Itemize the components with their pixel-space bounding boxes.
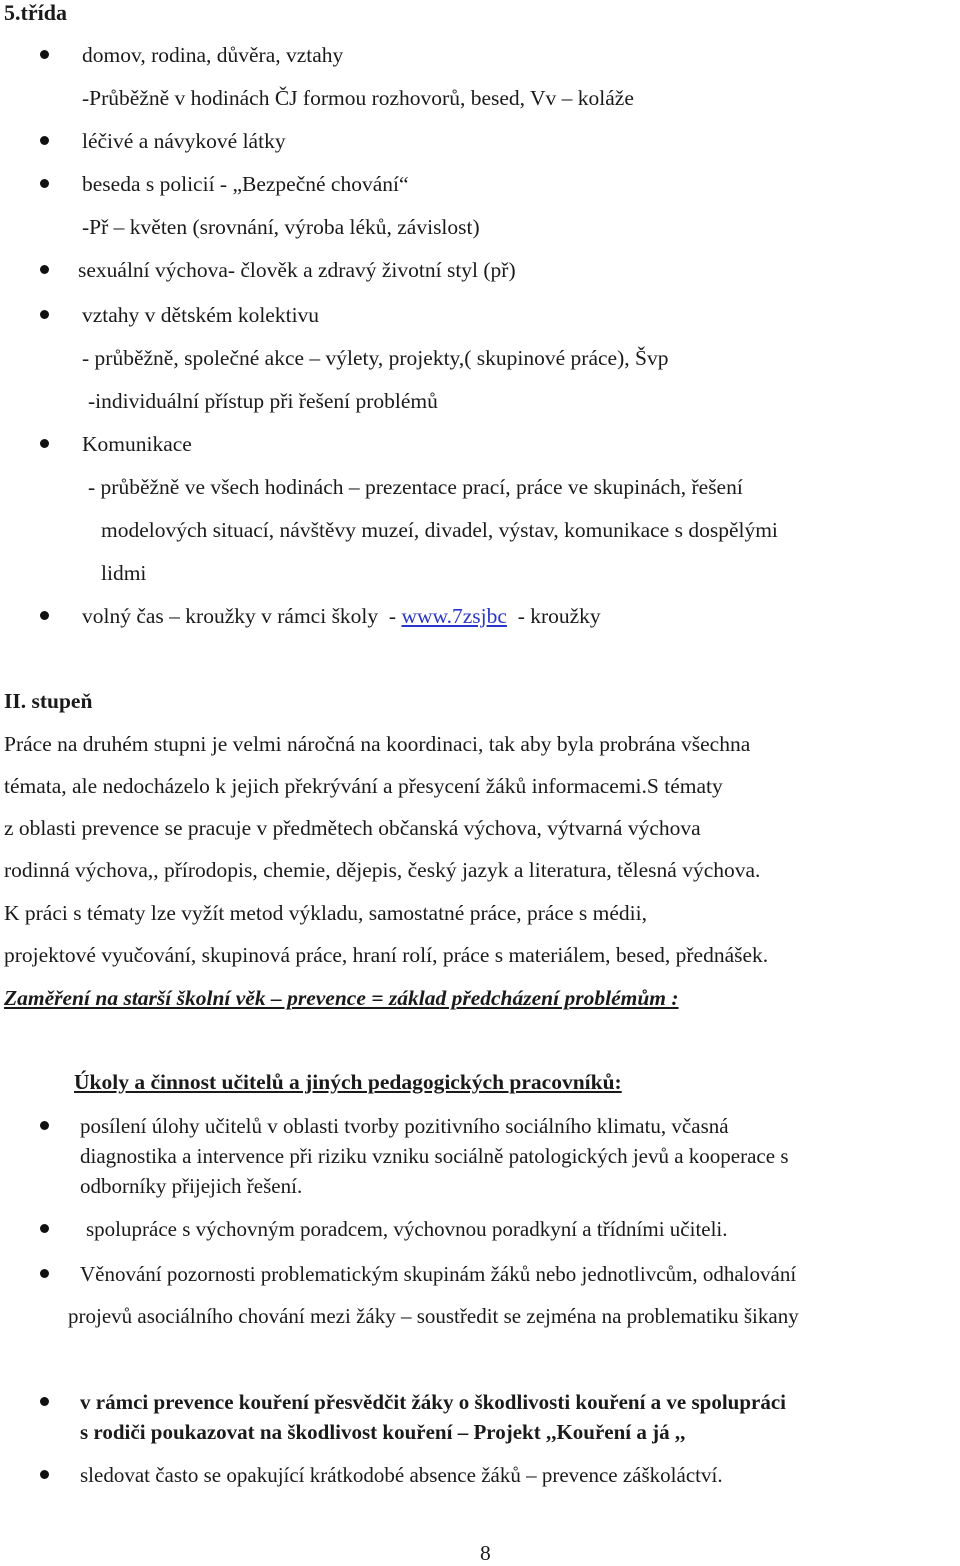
list-item [82,603,601,629]
list-item: sexuální výchova- člověk a zdravý životní styl (př) [78,258,516,282]
task-line: spolupráce s výchovným poradcem, výchovnou poradkyní a třídními učiteli. [86,1217,728,1241]
bullet-dot [40,50,49,59]
list-item-note: lidmi [101,561,147,585]
bullet-dot [40,265,49,274]
paragraph-line: témata, ale nedocházelo k jejich překrývání a přesycení žáků informacemi.S tématy [4,774,723,798]
list-item-note: - průběžně ve všech hodinách – prezentace prací, práce ve skupinách, řešení [88,475,743,499]
list-item: domov, rodina, důvěra, vztahy [82,43,344,67]
list-item: vztahy v dětském kolektivu [82,303,320,327]
paragraph-line: K práci s tématy lze vyžít metod výkladu, samostatné práce, práce s médii, [4,901,647,925]
section-title: 5.třída [4,0,67,25]
bullet-dot [40,136,49,145]
bullet-dot [40,1470,49,1479]
bullet-dot [40,1224,49,1233]
list-item: Komunikace [82,432,192,456]
list-item-note: - průběžně, společné akce – výlety, projekty,( skupinové práce), Švp [82,346,669,370]
bullet-dot [40,1397,49,1406]
list-item-text: volný čas – kroužky v rámci školy - [82,604,402,628]
bullet-dot [40,1121,49,1130]
task-line: posílení úlohy učitelů v oblasti tvorby pozitivního sociálního klimatu, včasná [80,1114,729,1138]
bullet-dot [40,439,49,448]
paragraph-line: rodinná výchova,, přírodopis, chemie, dějepis, český jazyk a literatura, tělesná výchova. [4,858,761,882]
task-line: odborníky přijejich řešení. [80,1174,303,1198]
list-item-note: -Průběžně v hodinách ČJ formou rozhovorů, besed, Vv – koláže [82,86,634,110]
task-line: v rámci prevence kouření přesvědčit žáky o škodlivosti kouření a ve spolupráci [80,1390,787,1414]
list-item-note: -individuální přístup při řešení problémů [88,389,438,413]
list-item-note: modelových situací, návštěvy muzeí, divadel, výstav, komunikace s dospělými [101,518,778,542]
paragraph-line: projektové vyučování, skupinová práce, hraní rolí, práce s materiálem, besed, přednášek. [4,943,769,967]
task-line: diagnostika a intervence při riziku vzniku sociálně patologických jevů a kooperace s [80,1144,789,1168]
page-number: 8 [480,1541,491,1565]
bullet-dot [40,179,49,188]
section-heading: II. stupeň [4,689,93,713]
focus-statement: Zaměření na starší školní věk – prevence = základ předcházení problémům : [4,986,679,1010]
school-link[interactable]: www.7zsjbc [401,604,507,628]
list-item: beseda s policií - „Bezpečné chování“ [82,172,409,196]
task-line: projevů asociálního chování mezi žáky – soustředit se zejména na problematiku šikany [68,1304,799,1328]
task-line: Věnování pozornosti problematickým skupinám žáků nebo jednotlivcům, odhalování [80,1262,797,1286]
task-line: s rodiči poukazovat na škodlivost kouření – Projekt ,,Kouření a já ,, [80,1420,686,1444]
bullet-dot [40,310,49,319]
bullet-dot [40,1269,49,1278]
bullet-dot [40,611,49,620]
tasks-heading: Úkoly a činnost učitelů a jiných pedagogických pracovníků: [74,1070,622,1094]
list-item-note: -Př – květen (srovnání, výroba léků, závislost) [82,215,480,239]
paragraph-line: z oblasti prevence se pracuje v předmětech občanská výchova, výtvarná výchova [4,816,701,840]
paragraph-line: Práce na druhém stupni je velmi náročná na koordinaci, tak aby byla probrána všechna [4,732,751,756]
list-item-text: - kroužky [506,604,601,628]
list-item: léčivé a návykové látky [82,129,286,153]
task-line: sledovat často se opakující krátkodobé absence žáků – prevence záškoláctví. [80,1463,723,1487]
